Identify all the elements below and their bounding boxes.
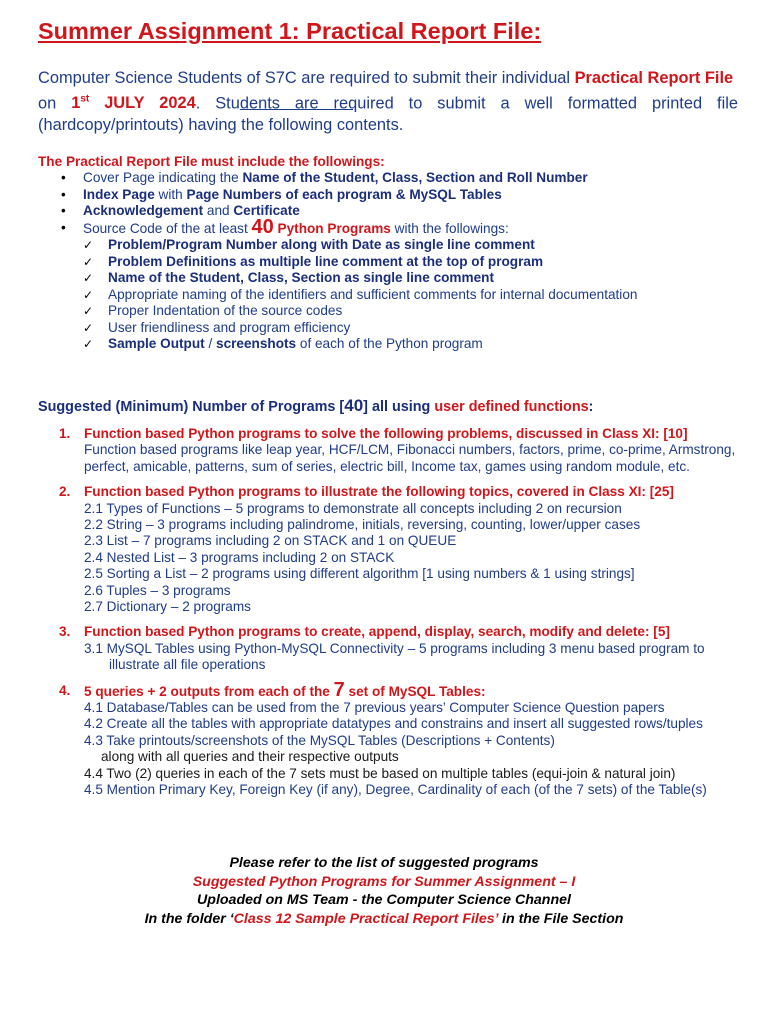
check-text-bold: Name of the Student, Class, Section as single line comment bbox=[108, 270, 495, 286]
list-item: 4.5 Mention Primary Key, Foreign Key (if any), Degree, Cardinality of each (of the 7 sets) of the Table(s) bbox=[84, 782, 707, 798]
list-item: 2.2 String – 3 programs including palindrome, initials, reversing, counting, lower/upper cases bbox=[84, 517, 641, 532]
bullet-bold-red: Python Programs bbox=[273, 220, 391, 236]
section-body: Function based programs like leap year, HCF/LCM, Fibonacci numbers, factors, prime, co-prime, Armstrong, perfect, amicable, patterns, sum of series, electric bill, Income tax, games using random module, etc. bbox=[84, 442, 736, 474]
list-item: 2.5 Sorting a List – 2 programs using different algorithm [1 using numbers & 1 using strings] bbox=[84, 566, 635, 582]
section-1 bbox=[38, 426, 738, 475]
bullet-text: and bbox=[203, 203, 234, 219]
intro-text: uired to submit a well formatted printed file (hardcopy/printouts) having the following contents. bbox=[38, 94, 739, 135]
bullet-bold: Acknowledgement bbox=[83, 203, 204, 219]
intro-date bbox=[71, 94, 196, 112]
check-text: Appropriate naming of the identifiers and sufficient comments for internal documentation bbox=[108, 286, 638, 302]
date-suffix: st bbox=[80, 94, 90, 105]
check-text-bold: Problem Definitions as multiple line comment at the top of program bbox=[108, 253, 544, 269]
program-count-40: 40 bbox=[251, 215, 274, 238]
section-heading-text: Function based Python programs to illustrate the following topics, covered in Class XI: [25] bbox=[84, 484, 674, 500]
list-item: 4.3 Take printouts/screenshots of the MySQL Tables (Descriptions + Contents) bbox=[84, 732, 555, 748]
suggest-text: : bbox=[588, 398, 594, 415]
intro-highlight-report-file: Practical Report File bbox=[574, 69, 734, 87]
requirements-checklist bbox=[38, 237, 738, 353]
intro-text-underlined: dents are req bbox=[239, 94, 358, 113]
list-item-continuation: along with all queries and their respective outputs bbox=[101, 749, 399, 765]
list-item bbox=[73, 254, 738, 271]
suggested-programs-heading bbox=[38, 396, 738, 416]
list-item bbox=[73, 270, 738, 287]
list-item bbox=[46, 203, 738, 220]
bullet-bold: Certificate bbox=[233, 203, 300, 219]
list-item: 2.3 List – 7 programs including 2 on STACK and 1 on QUEUE bbox=[84, 533, 457, 549]
intro-text: Computer Science Students of S7C are required to submit their individual bbox=[38, 69, 575, 87]
section-number: 2. bbox=[59, 484, 71, 500]
footer-note bbox=[0, 854, 768, 928]
footer-text: In the folder ‘ bbox=[144, 910, 234, 927]
section-heading bbox=[38, 484, 738, 500]
date-month-year: JULY 2024 bbox=[89, 94, 196, 113]
list-item: 2.6 Tuples – 3 programs bbox=[84, 582, 231, 598]
section-heading-text: 5 queries + 2 outputs from each of the bbox=[84, 683, 334, 699]
list-item: 2.1 Types of Functions – 5 programs to demonstrate all concepts including 2 on recursion bbox=[84, 500, 622, 516]
section-heading bbox=[38, 624, 738, 640]
check-text: / bbox=[204, 336, 217, 352]
list-item: 3.1 MySQL Tables using Python-MySQL Connectivity – 5 programs including 3 menu based program to bbox=[84, 640, 705, 656]
intro-text: . Stu bbox=[195, 94, 240, 113]
list-item bbox=[46, 170, 738, 187]
footer-line bbox=[0, 910, 768, 929]
footer-line-highlight: Suggested Python Programs for Summer Assignment – I bbox=[192, 873, 576, 890]
bullet-bold: Name of the Student, Class, Section and Roll Number bbox=[242, 170, 588, 186]
list-item bbox=[73, 320, 738, 337]
footer-text: in the File Section bbox=[498, 910, 624, 927]
suggest-text: Suggested (Minimum) Number of Programs [ bbox=[38, 398, 345, 415]
list-item bbox=[73, 237, 738, 254]
list-item bbox=[46, 187, 738, 204]
date-day: 1 bbox=[71, 94, 81, 113]
list-item-continuation: illustrate all file operations bbox=[109, 657, 266, 673]
suggest-highlight: user defined functions bbox=[434, 398, 589, 415]
list-item: 4.2 Create all the tables with appropriate datatypes and constrains and insert all suggested rows/tuples bbox=[84, 716, 703, 732]
check-text-bold: screenshots bbox=[216, 336, 297, 352]
list-item bbox=[73, 336, 738, 353]
bullet-text: Cover Page indicating the bbox=[83, 170, 243, 186]
footer-folder-name: Class 12 Sample Practical Report Files’ bbox=[233, 910, 499, 927]
list-item: 4.4 Two (2) queries in each of the 7 sets must be based on multiple tables (equi-join & natural join) bbox=[84, 765, 676, 781]
section-number: 4. bbox=[59, 682, 71, 698]
page-title: Summer Assignment 1: Practical Report File: bbox=[38, 18, 542, 44]
intro-text: on bbox=[38, 94, 72, 113]
list-item bbox=[73, 287, 738, 304]
section-4 bbox=[38, 678, 738, 799]
section-2 bbox=[38, 484, 738, 615]
include-heading: The Practical Report File must include the followings: bbox=[38, 154, 385, 170]
list-item: 2.4 Nested List – 3 programs including 2 on STACK bbox=[84, 549, 395, 565]
section-number: 3. bbox=[59, 624, 71, 640]
list-item: 4.1 Database/Tables can be used from the 7 previous years’ Computer Science Question papers bbox=[84, 700, 665, 716]
bullet-text: with bbox=[154, 186, 187, 202]
check-text: Proper Indentation of the source codes bbox=[108, 303, 343, 319]
check-text: of each of the Python program bbox=[296, 336, 483, 352]
suggest-text: ] all using bbox=[363, 398, 435, 415]
footer-line: Please refer to the list of suggested programs bbox=[229, 855, 539, 871]
section-heading bbox=[38, 426, 738, 442]
list-item: 2.7 Dictionary – 2 programs bbox=[84, 599, 251, 615]
section-heading-text: Function based Python programs to solve the following problems, discussed in Class XI: [10] bbox=[84, 425, 688, 441]
bullet-text: with the followings: bbox=[390, 220, 509, 236]
section-heading-text: Function based Python programs to create, append, display, search, modify and delete: [5] bbox=[84, 624, 670, 640]
section-heading bbox=[38, 678, 738, 701]
intro-paragraph bbox=[38, 67, 738, 136]
bullet-bold: Index Page bbox=[83, 186, 155, 202]
check-text-bold: Problem/Program Number along with Date as single line comment bbox=[108, 237, 535, 253]
check-text-bold: Sample Output bbox=[108, 336, 205, 352]
include-bullet-list bbox=[38, 170, 738, 237]
list-item bbox=[73, 303, 738, 320]
list-item bbox=[46, 215, 738, 238]
program-count-40: 40 bbox=[344, 395, 364, 415]
footer-line: Uploaded on MS Team - the Computer Science Channel bbox=[197, 892, 571, 908]
check-text: User friendliness and program efficiency bbox=[108, 319, 351, 335]
bullet-bold: Page Numbers of each program & MySQL Tables bbox=[186, 186, 502, 202]
section-heading-text: set of MySQL Tables: bbox=[344, 683, 486, 699]
section-number: 1. bbox=[59, 425, 71, 441]
set-count-7: 7 bbox=[333, 678, 345, 701]
bullet-text: Source Code of the at least bbox=[83, 220, 252, 236]
section-3 bbox=[38, 624, 738, 673]
